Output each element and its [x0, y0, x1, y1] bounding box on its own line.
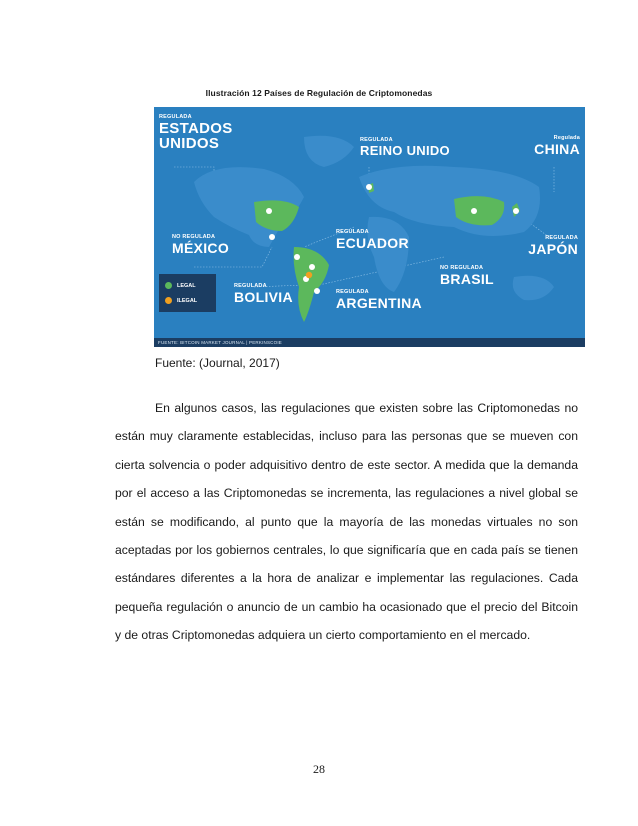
map-source-bar: FUENTE: BITCOIN MARKET JOURNAL | PERKINSCOIE — [154, 338, 585, 347]
regulation-world-map — [154, 107, 585, 347]
label-estados-unidos: REGULADA ESTADOS UNIDOS — [159, 114, 233, 152]
label-ecuador: REGULADA ECUADOR — [336, 229, 409, 251]
body-paragraph: En algunos casos, las regulaciones que existen sobre las Criptomonedas no están muy claramente establecidas, incluso para las personas que se mueven con cierta solvencia o poder adquisitivo dentro de este sector. A medida que la demanda por el acceso a las Criptomonedas se incrementa, las regulaciones a nivel global se están se modificando, al punto que la mayoría de las monedas virtuales no son aceptadas por los gobiernos centrales, lo que significaría que en cada país se tienen estándares diferentes a la hora de analizar e implementar las regulaciones. Cada pequeña regulación o anuncio de un cambio ha ocasionado que el precio del Bitcoin y de otras Criptomonedas adquiera un cierto comportamiento en el mercado. — [115, 401, 578, 643]
legal-dot-icon — [165, 282, 172, 289]
map-legend — [159, 274, 216, 312]
label-reino-unido: REGULADA REINO UNIDO — [360, 137, 450, 158]
label-china: Regulada CHINA — [534, 135, 580, 157]
figure-source: Fuente: (Journal, 2017) — [155, 356, 280, 370]
legend-item-ilegal: ILEGAL — [165, 297, 197, 304]
page-number: 28 — [313, 762, 325, 776]
label-bolivia: REGULADA BOLIVIA — [234, 283, 293, 305]
ilegal-dot-icon — [165, 297, 172, 304]
legend-item-legal: LEGAL — [165, 282, 196, 289]
label-brasil: NO REGULADA BRASIL — [440, 265, 494, 287]
figure-caption: Ilustración 12 Países de Regulación de Criptomonedas — [205, 88, 433, 98]
label-japon: REGULADA JAPÓN — [528, 235, 578, 257]
label-mexico: NO REGULADA MÉXICO — [172, 234, 230, 256]
label-argentina: REGULADA ARGENTINA — [336, 289, 422, 311]
